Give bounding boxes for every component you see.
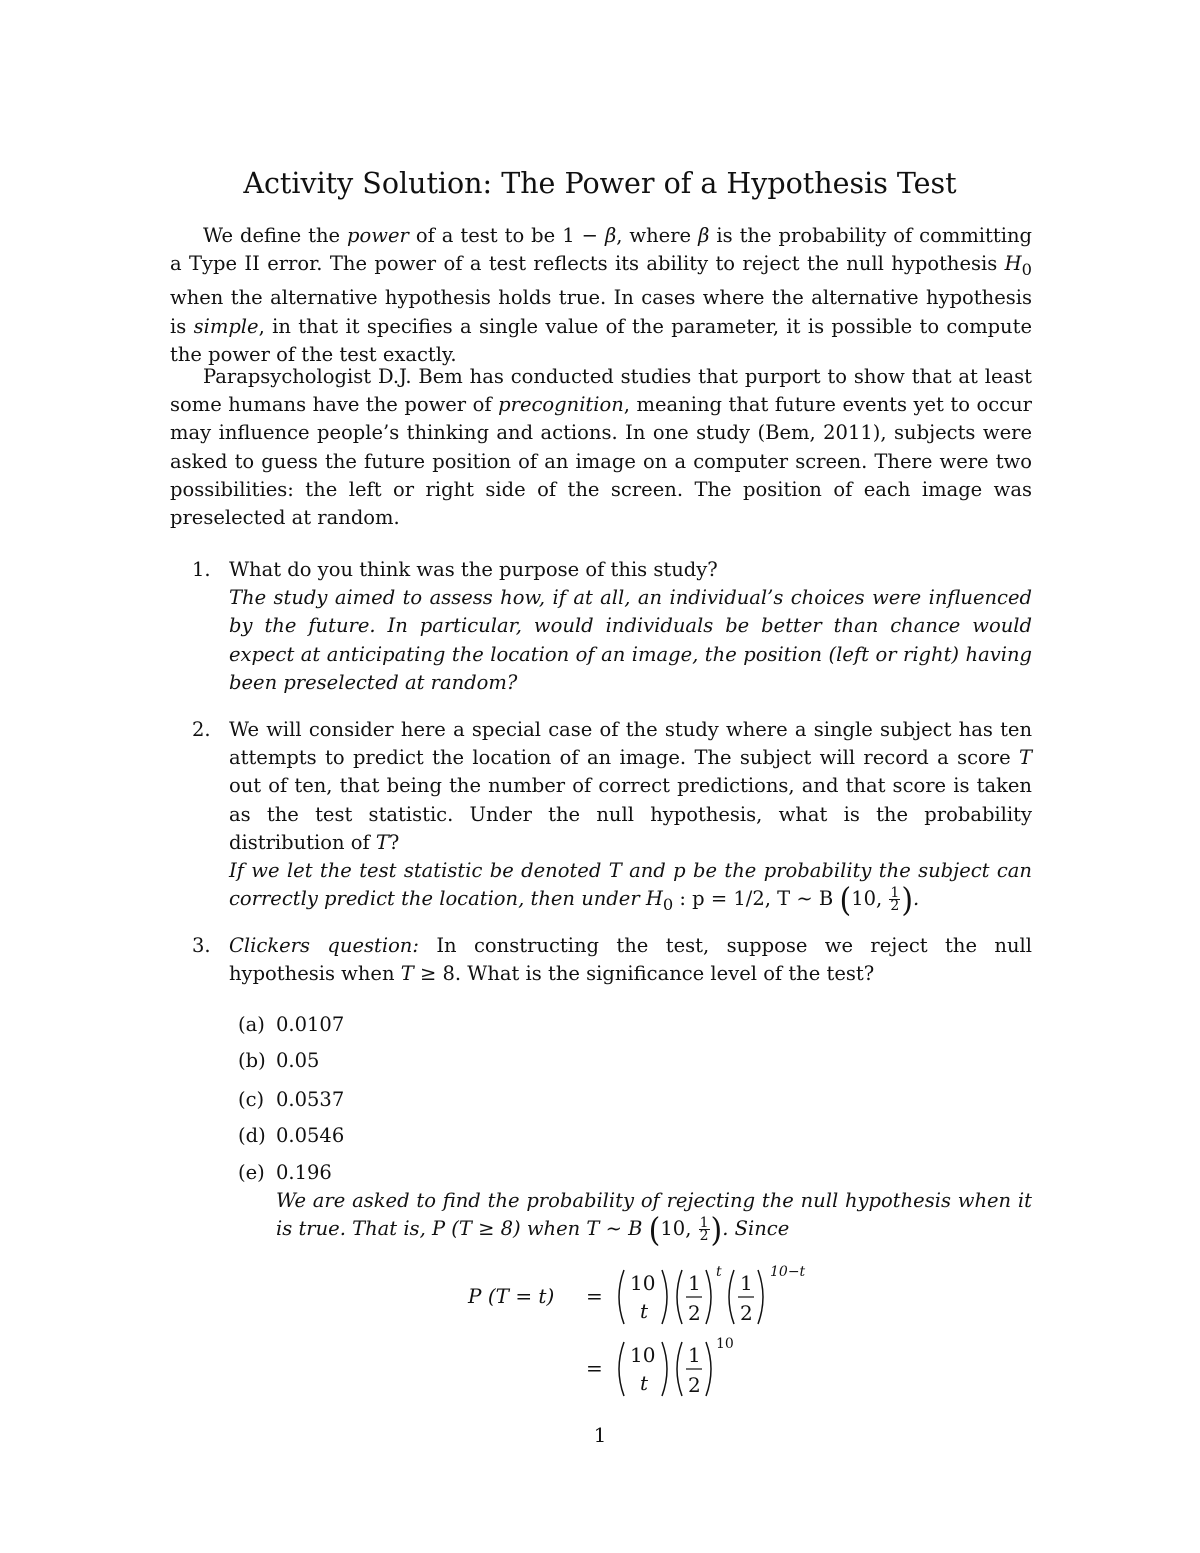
paren [662, 1342, 667, 1396]
text: ≥ 8. What is the significance level of the test? [413, 962, 875, 986]
half-num: 1 [688, 1271, 701, 1295]
text: Parapsychologist D.J. Bem has conducted studies that purport to show that at least some humans have the power of [170, 365, 1032, 417]
half-num: 1 [740, 1271, 753, 1295]
text: . Since [722, 1217, 790, 1241]
equation-line-2 [430, 1334, 870, 1404]
question-body [229, 556, 1032, 697]
option-label: (c) [238, 1088, 265, 1111]
term-simple: simple [193, 314, 259, 338]
text: , in that it specifies a single value of the parameter, it is possible to compute the power of the test exactly. [170, 314, 1032, 366]
text: If we let the test statistic be denoted T and p be the probability the subject can correctly predict the location, then under [229, 859, 1032, 911]
symbol-t: T [400, 962, 414, 986]
equals-sign: = [586, 1284, 603, 1308]
answer-text: The study aimed to assess how, if at all, an individual’s choices were influenced by the future. In particular, would individuals be better than chance would expect at anticipating the location of an image, the position (left or right) having been preselected at random? [229, 586, 1032, 694]
option-b [238, 1047, 438, 1075]
text: when the alternative hypothesis holds true. In cases where the alternative hypothesis is [170, 286, 1032, 338]
paren [619, 1342, 624, 1396]
text: . [913, 887, 920, 911]
text: We are asked to find the probability of rejecting the null hypothesis when it is true. That is, P (T ≥ 8) when T ∼ B [276, 1189, 1032, 1241]
option-label: (e) [238, 1161, 265, 1184]
option-value: 0.196 [276, 1161, 332, 1184]
paren-open: ( [648, 1211, 661, 1250]
paren-open: ( [839, 881, 852, 920]
text: In constructing the test, suppose we reject the null hypothesis when [229, 934, 1032, 986]
subscript: 0 [662, 895, 674, 915]
denominator: 2 [890, 898, 900, 915]
symbol-h: H [1004, 252, 1022, 276]
clickers-label: Clickers question: [229, 934, 419, 957]
symbol-t: T [1018, 746, 1032, 770]
denominator: 2 [699, 1228, 709, 1245]
binom-top: 10 [630, 1271, 656, 1295]
subscript: 0 [1021, 260, 1032, 280]
paren-close: ) [710, 1211, 723, 1250]
numerator: 1 [699, 1215, 709, 1232]
question-body [229, 932, 1032, 988]
exponent: 10 [716, 1336, 734, 1352]
text: : p = 1/2, T ∼ B [673, 887, 840, 911]
option-d [238, 1122, 438, 1150]
term-precognition: precognition [498, 393, 624, 417]
intro-paragraph-power [170, 222, 1032, 369]
text: of a test to be 1 − [408, 224, 605, 247]
paren [677, 1342, 682, 1396]
text: ? [388, 830, 400, 854]
answer-text [229, 857, 1032, 919]
binom-top: 10 [630, 1343, 656, 1367]
text: 10, [660, 1217, 698, 1241]
text: is the probability of committing a Type II error. The power of a test reflects its ability to reject the null hypothesis [170, 224, 1032, 276]
question-text: What do you think was the purpose of this study? [229, 558, 718, 581]
paren [706, 1270, 711, 1324]
paren [619, 1270, 624, 1324]
symbol-h: H [645, 887, 663, 911]
half-den: 2 [688, 1373, 701, 1397]
explanation-text [276, 1187, 1032, 1250]
term-power: power [347, 224, 409, 247]
question-number: 1. [192, 558, 211, 581]
option-c [238, 1086, 438, 1114]
half-den: 2 [740, 1301, 753, 1325]
page-number: 1 [593, 1423, 607, 1447]
equation-rhs [618, 1262, 858, 1332]
text: 10, [851, 887, 889, 911]
text: We will consider here a special case of the study where a single subject has ten attempts to predict the location of an image. The subject will record a score [229, 718, 1032, 770]
fraction-half [699, 1215, 710, 1245]
paren [662, 1270, 667, 1324]
option-label: (b) [238, 1049, 266, 1072]
paren [677, 1270, 682, 1324]
intro-paragraph-bem [170, 363, 1032, 532]
document-title: Activity Solution: The Power of a Hypothesis Test [243, 167, 957, 200]
numerator: 1 [890, 885, 900, 902]
symbol-t: T [375, 830, 389, 854]
symbol-beta: β [698, 224, 710, 247]
option-e [238, 1159, 438, 1187]
option-a [238, 1011, 438, 1039]
question-number: 3. [192, 934, 211, 957]
binom-bottom: t [640, 1299, 649, 1323]
fraction-half [889, 885, 900, 915]
text: , meaning that future events yet to occur may influence people’s thinking and actions. In one study (Bem, 2011), subjects were asked to guess the future position of an image on a computer screen. There were two possibilities: the left or right side of the screen. The position of each image was preselected at random. [170, 393, 1032, 530]
equation-line-1 [430, 1262, 870, 1332]
text: We define the [203, 224, 348, 247]
question-number: 2. [192, 718, 211, 741]
text: out of ten, that being the number of correct predictions, and that score is taken as the test statistic. Under the null hypothesis, what is the probability distribution of [229, 774, 1032, 854]
question-text [229, 716, 1032, 857]
symbol-beta: β [604, 224, 617, 247]
exponent: t [716, 1264, 722, 1280]
paren [729, 1270, 734, 1324]
equals-sign: = [586, 1356, 603, 1380]
option-label: (d) [238, 1124, 266, 1147]
paren-close: ) [901, 881, 914, 920]
exponent: 10−t [770, 1264, 806, 1280]
question-text [229, 932, 1032, 988]
equation-rhs [618, 1334, 858, 1404]
option-value: 0.0107 [276, 1013, 345, 1036]
option-value: 0.0537 [276, 1088, 345, 1111]
option-value: 0.0546 [276, 1124, 345, 1147]
equation-lhs: P (T = t) [468, 1284, 555, 1308]
paren [758, 1270, 763, 1324]
text: , where [616, 224, 699, 247]
half-num: 1 [688, 1343, 701, 1367]
option-label: (a) [238, 1013, 265, 1036]
question-body [229, 716, 1032, 919]
paren [706, 1342, 711, 1396]
binom-bottom: t [640, 1371, 649, 1395]
half-den: 2 [688, 1301, 701, 1325]
option-value: 0.05 [276, 1049, 320, 1072]
